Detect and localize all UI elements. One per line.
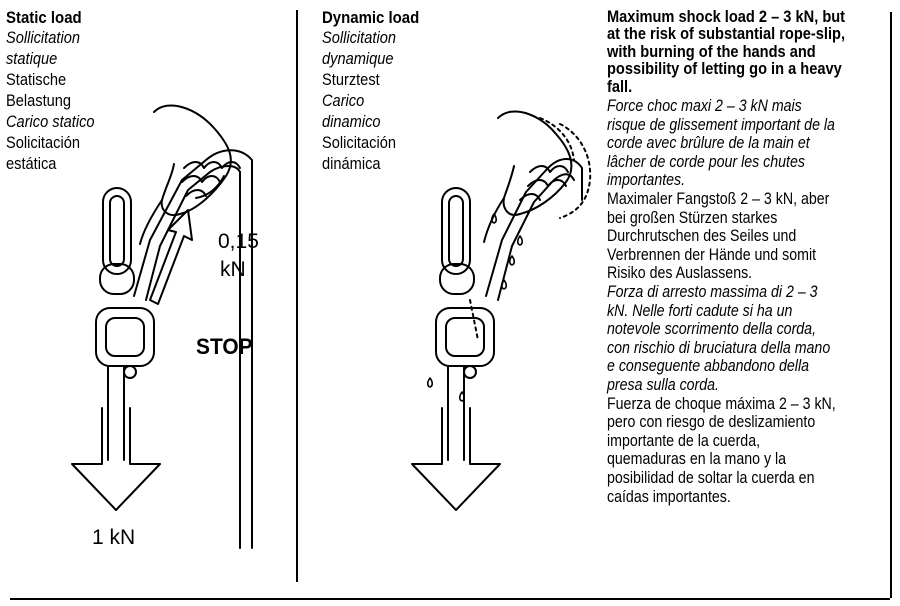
- static-translation-line: statique: [6, 49, 58, 68]
- static-load-heading: Static load: [6, 8, 82, 27]
- shock-paragraph-line: bei großen Stürzen starkes: [607, 208, 778, 227]
- shock-paragraph-line: Fuerza de choque máxima 2 – 3 kN,: [607, 394, 836, 413]
- shock-paragraph-line: importantes.: [607, 171, 686, 190]
- shock-paragraph-line: pero con riesgo de deslizamiento: [607, 413, 816, 432]
- shock-heading-line: fall.: [607, 76, 633, 96]
- shock-paragraph-line: Forza di arresto massima di 2 – 3: [607, 282, 818, 301]
- dynamic-translation-line: dynamique: [322, 49, 394, 68]
- shock-heading-line: at the risk of substantial rope-slip,: [607, 24, 846, 44]
- shock-paragraph-line: lâcher de corde pour les chutes: [607, 152, 805, 171]
- force-top-unit: kN: [220, 258, 246, 281]
- static-translation-line: Sollicitation: [6, 28, 80, 47]
- shock-paragraph-line: kN. Nelle forti cadute si ha un: [607, 301, 793, 320]
- static-translation-line: Belastung: [6, 91, 72, 110]
- static-hand-icon: [140, 105, 231, 244]
- shock-heading-line: with burning of the hands and: [607, 41, 816, 61]
- static-down-arrow-icon: [72, 408, 160, 510]
- shock-paragraph-line: Verbrennen der Hände und somit: [607, 245, 817, 264]
- static-translation-line: Carico statico: [6, 112, 95, 131]
- shock-paragraph-line: Durchrutschen des Seiles und: [607, 227, 797, 246]
- force-top-value: 0,15: [218, 230, 259, 253]
- shock-paragraph-line: Maximaler Fangstoß 2 – 3 kN, aber: [607, 190, 830, 208]
- stop-label: STOP: [196, 334, 253, 359]
- shock-paragraph-line: posibilidad de soltar la cuerda en: [607, 468, 815, 487]
- dynamic-translation-line: Sturztest: [322, 70, 380, 89]
- shock-paragraph-line: Risiko des Auslassens.: [607, 264, 753, 283]
- shock-heading-line: Maximum shock load 2 – 3 kN, but: [607, 7, 846, 26]
- dynamic-translation-line: Sollicitation: [322, 28, 396, 47]
- static-translation-line: estática: [6, 154, 57, 173]
- shock-paragraph-line: Force choc maxi 2 – 3 kN mais: [607, 97, 802, 116]
- shock-paragraph-line: caídas importantes.: [607, 487, 731, 506]
- dynamic-translation-line: dinamico: [322, 112, 381, 131]
- shock-paragraph-line: presa sulla corda.: [607, 375, 720, 394]
- static-translation-line: Solicitación: [6, 133, 80, 152]
- shock-paragraph-line: importante de la cuerda,: [607, 431, 761, 450]
- shock-paragraph-line: e conseguente abbandono della: [607, 357, 810, 376]
- dynamic-translation-line: dinámica: [322, 154, 381, 173]
- force-bottom-label: 1 kN: [92, 526, 136, 549]
- dynamic-load-heading: Dynamic load: [322, 8, 420, 27]
- shock-paragraph-line: con rischio di bruciatura della mano: [607, 338, 831, 357]
- dynamic-translation-line: Carico: [322, 91, 365, 110]
- dynamic-translation-line: Solicitación: [322, 133, 396, 152]
- shock-paragraph-line: corde avec brûlure de la main et: [607, 134, 810, 153]
- shock-paragraph-line: notevole scorrimento della corda,: [607, 320, 817, 339]
- dynamic-carabiner-icon: [436, 188, 494, 378]
- shock-heading-line: possibility of letting go in a heavy: [607, 59, 842, 79]
- dynamic-rope-icon: [448, 159, 582, 460]
- shock-paragraph-line: risque de glissement important de la: [607, 115, 835, 134]
- dynamic-down-arrow-icon: [412, 408, 500, 510]
- shock-paragraph-line: quemaduras en la mano y la: [607, 450, 787, 469]
- static-rope-icon: [108, 150, 252, 548]
- static-carabiner-icon: [96, 188, 154, 378]
- static-translation-line: Statische: [6, 70, 67, 89]
